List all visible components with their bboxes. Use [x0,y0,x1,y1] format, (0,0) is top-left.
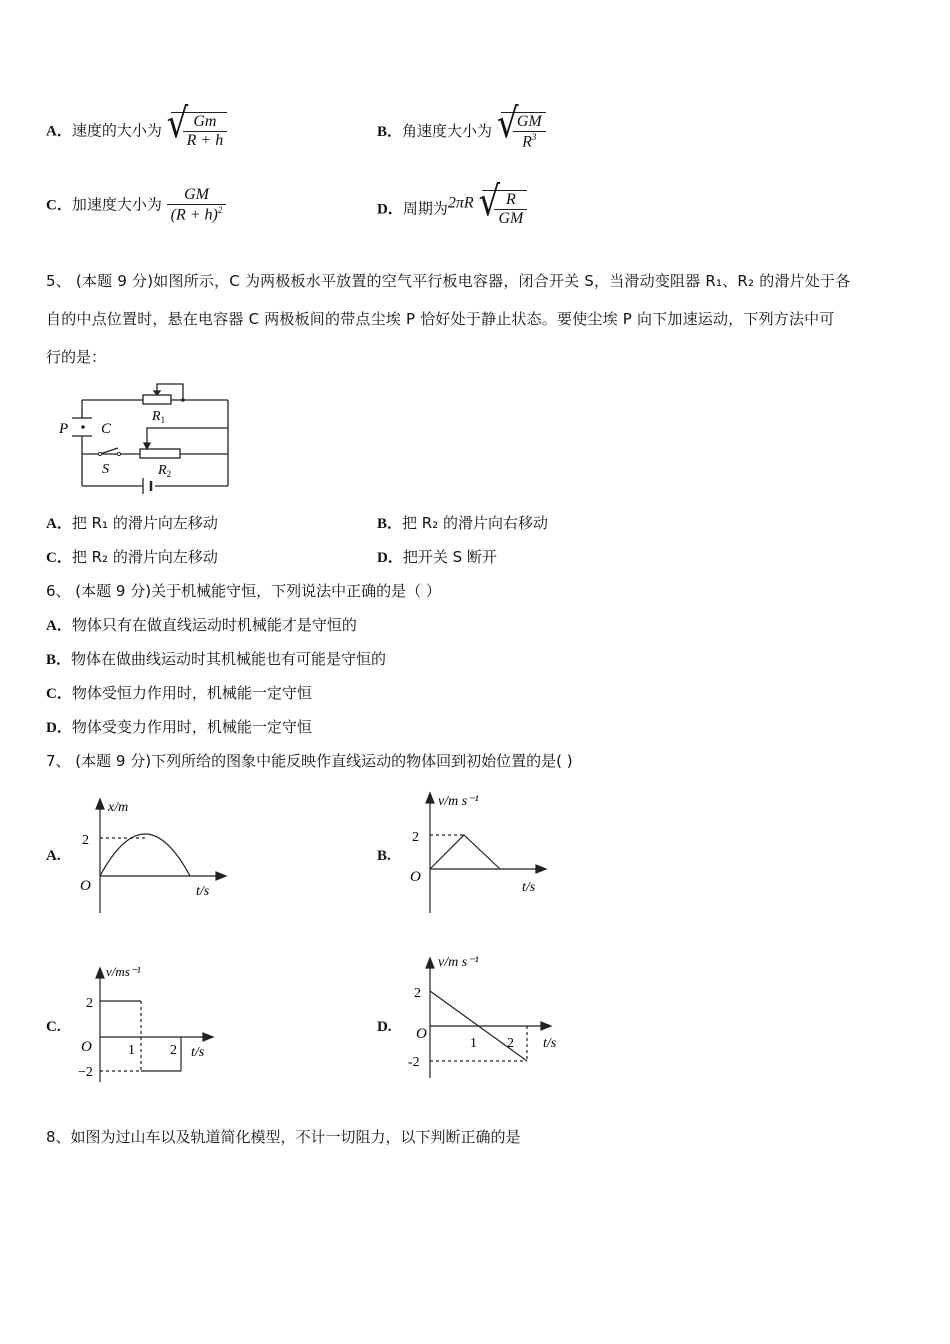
option-label: A． [46,618,72,634]
tick-label: 2 [82,833,89,848]
option-text: 把 R₁ 的滑片向左移动 [71,514,218,532]
prefix-expression: 2πR [447,194,474,212]
tick-label-positive: 2 [414,986,421,1001]
option-label: C． [46,550,72,566]
curve-parabola [100,834,190,876]
y-arrow-icon [96,968,104,978]
origin-label: O [416,1026,427,1042]
y-axis-label: v/ms⁻¹ [106,964,141,979]
x-axis-label: t/s [196,884,210,899]
sqrt-expression [501,112,546,151]
option-text: 物体受变力作用时，机械能一定守恒 [71,718,312,736]
q6-option-b [46,648,386,669]
x-arrow-icon [216,872,226,880]
tick-label-negative: −2 [78,1065,93,1080]
label-s: S [102,462,109,477]
origin-label: O [80,878,91,894]
graph-a-label: A. [46,848,61,864]
tick-label: 2 [412,830,419,845]
origin-label: O [410,869,421,885]
y-arrow-icon [96,799,104,809]
q5-option-c [46,546,218,567]
frac-numerator: √ Gm [183,113,228,132]
option-label: A． [46,516,72,532]
y-arrow-icon [426,958,434,968]
q5-stem-line1: 5、 (本题 9 分)如图所示，C 为两极板水平放置的空气平行板电容器，闭合开关 S，当滑动变阻器 R₁、R₂ 的滑片处于各 [46,272,851,290]
option-text: 把 R₂ 的滑片向左移动 [71,548,218,566]
frac-denominator: R + h [186,132,224,149]
q5-stem-line3: 行的是： [46,348,107,366]
dust-particle-icon [81,425,85,429]
frac-denominator: GM [498,210,524,227]
label-c: C [101,421,112,437]
graph-c-label: C. [46,1019,61,1035]
tick-label-positive: 2 [86,996,93,1011]
option-text: 把 R₂ 的滑片向右移动 [402,514,548,532]
x-arrow-icon [536,865,546,873]
q6-stem: 6、 (本题 9 分)关于机械能守恒，下列说法中正确的是（ ） [46,582,441,600]
x-axis-label: t/s [543,1036,557,1051]
y-axis-label: v/m s⁻¹ [438,955,479,970]
option-text: 周期为 [402,199,448,218]
option-text: 物体在做曲线运动时其机械能也有可能是守恒的 [71,650,387,668]
q4-option-d [377,190,527,228]
q4-option-c [46,186,226,224]
q6-option-d [46,716,312,737]
q6-option-a [46,614,357,635]
origin-label: O [81,1039,92,1055]
option-text: 速度的大小为 [71,121,162,140]
option-text: 物体只有在做直线运动时机械能才是守恒的 [71,616,357,634]
tick-label-t1: 1 [470,1036,477,1051]
q5-stem-line2: 自的中点位置时，悬在电容器 C 两极板间的带点尘埃 P 恰好处于静止状态。要使尘埃 P 向下加速运动，下列方法中可 [46,310,835,328]
frac-numerator: GM [167,186,227,205]
line-triangle [430,835,500,869]
graph-d [400,950,575,1080]
frac-numerator: √ R [494,191,527,210]
y-axis-label: x/m [108,800,129,815]
option-label: D． [377,201,403,218]
sqrt-expression [482,190,527,228]
option-label: C． [46,197,72,214]
y-axis-label: v/m s⁻¹ [438,794,479,809]
graph-b-label: B. [377,848,391,864]
option-text: 物体受恒力作用时，机械能一定守恒 [71,684,312,702]
q4-option-b [377,112,546,151]
frac-denominator: R [522,133,532,151]
tick-label-t2: 2 [170,1043,177,1058]
option-label: D． [46,720,72,736]
x-axis-label: t/s [191,1045,205,1060]
label-p: P [59,421,69,437]
tick-label-t2: 2 [507,1036,514,1051]
frac-numerator: √ GM [513,113,546,132]
frac-denominator: (R + h) [170,206,218,224]
y-arrow-icon [426,793,434,803]
x-arrow-icon [541,1022,551,1030]
exponent: 2 [217,205,223,215]
q8-stem: 8、如图为过山车以及轨道简化模型，不计一切阻力，以下判断正确的是 [46,1128,521,1146]
fraction-expression [167,186,227,224]
option-label: B． [377,124,403,141]
tick-label-t1: 1 [128,1043,135,1058]
option-text: 角速度大小为 [402,122,493,141]
q5-option-a [46,512,218,533]
option-text: 把开关 S 断开 [402,548,497,566]
tick-label-negative: -2 [408,1055,420,1070]
graph-d-label: D. [377,1019,392,1035]
exponent: 3 [531,132,537,142]
x-arrow-icon [203,1033,213,1041]
q4-option-a [46,112,227,150]
graph-b [400,785,560,915]
option-label: D． [377,550,403,566]
option-label: A． [46,123,72,140]
graph-a [70,795,230,915]
q7-stem: 7、 (本题 9 分)下列所给的图象中能反映作直线运动的物体回到初始位置的是( ) [46,752,573,770]
label-r2: $R_2$ [158,463,172,479]
label-r1: $R_1$ [152,409,166,425]
graph-c [72,960,232,1085]
q6-option-c [46,682,312,703]
option-text: 加速度大小为 [71,195,162,214]
option-label: B． [377,516,403,532]
option-label: C． [46,686,72,702]
sqrt-expression [171,112,228,150]
q5-option-b [377,512,548,533]
option-label: B． [46,652,72,668]
x-axis-label: t/s [522,880,536,895]
circuit-diagram [55,378,240,496]
q5-option-d [377,546,497,567]
